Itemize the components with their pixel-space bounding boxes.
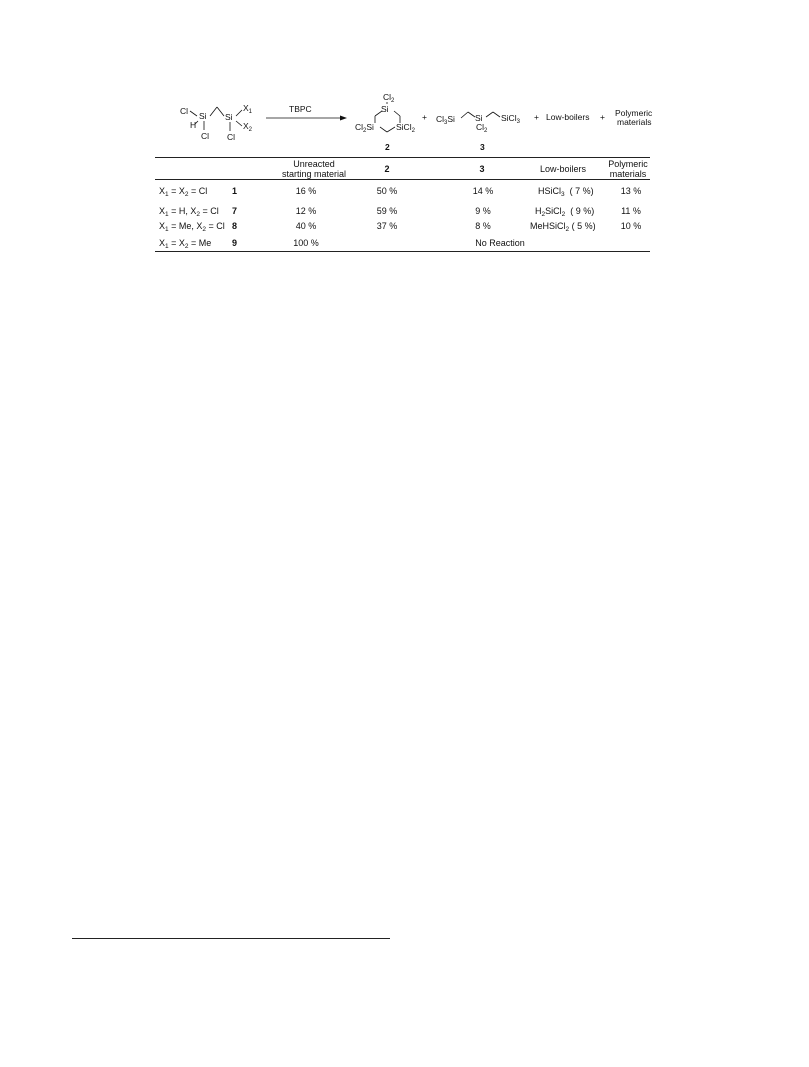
plus-sign: +	[422, 112, 427, 122]
footnote-rule	[72, 938, 390, 939]
row-2-product-2: 59 %	[376, 206, 398, 216]
header-unreacted-line-2: starting material	[281, 169, 347, 179]
reactant-structure	[180, 103, 253, 142]
row-2-substituents: $X_1 = H$, $X_2 = Cl$	[159, 206, 219, 218]
row-4-no-reaction: No Reaction	[475, 238, 525, 248]
arrow-label: TBPC	[289, 104, 312, 114]
row-4-compound: 9	[232, 238, 238, 248]
svg-text:Cl3Si: $Cl_3Si$	[436, 114, 455, 126]
svg-text:Si: Si	[199, 111, 207, 121]
svg-text:Cl: Cl	[201, 131, 210, 141]
header-polymeric-line-1: Polymeric	[608, 159, 648, 169]
header-polymeric-line-2: materials	[609, 169, 647, 179]
header-product-2: 2	[384, 164, 390, 174]
product-3-label: 3	[480, 142, 485, 152]
table-bottom-rule	[155, 251, 650, 252]
svg-text:SiCl3: SiCl$_3$	[501, 113, 520, 125]
svg-text:Cl: Cl	[180, 106, 189, 116]
row-2-product-3: 9 %	[475, 206, 491, 216]
row-1-unreacted: 16 %	[295, 186, 317, 196]
product-2-label: 2	[385, 142, 390, 152]
plus-sign: +	[534, 112, 539, 122]
svg-text:Si: Si	[381, 104, 389, 114]
row-3-product-2: 37 %	[376, 221, 398, 231]
svg-text:H: H	[190, 120, 197, 130]
row-3-product-3: 8 %	[475, 221, 491, 231]
polymeric-line-2: materials	[617, 117, 652, 127]
svg-text:SiCl2: SiCl$_2$	[396, 122, 415, 134]
svg-text:Cl2: $Cl_2$	[383, 92, 395, 104]
row-1-product-3: 14 %	[472, 186, 494, 196]
svg-text:Si: Si	[225, 112, 233, 122]
row-3-polymeric: 10 %	[620, 221, 642, 231]
row-2-low-boilers: $H_2SiCl_2$ ( 9 %)	[535, 206, 595, 218]
row-4-substituents: $X_1 = X_2 = Me$	[159, 238, 212, 250]
polymeric-line-1: Polymeric	[615, 108, 653, 118]
header-unreacted-line-1: Unreacted	[293, 159, 335, 169]
svg-text:Cl: Cl	[227, 132, 236, 142]
svg-text:Cl2Si: $Cl_2Si$	[355, 122, 374, 134]
reaction-scheme	[0, 0, 809, 160]
row-1-compound: 1	[232, 186, 238, 196]
row-1-substituents: $X_1 = X_2 = Cl$	[159, 186, 208, 198]
row-1-polymeric: 13 %	[620, 186, 642, 196]
row-1-low-boilers: HSiCl$_3$ ( 7 %)	[538, 186, 594, 198]
row-4-unreacted: 100 %	[293, 238, 319, 248]
svg-text:X1: $X_1$	[243, 103, 253, 115]
plus-sign: +	[600, 112, 605, 122]
row-3-low-boilers: MeHSiCl$_2$ ( 5 %)	[530, 221, 596, 233]
svg-text:X2: $X_2$	[243, 121, 253, 133]
svg-text:Cl2: $Cl_2$	[476, 122, 488, 134]
row-2-unreacted: 12 %	[295, 206, 317, 216]
header-low-boilers: Low-boilers	[539, 164, 587, 174]
svg-text:Si: Si	[475, 113, 483, 123]
product-3-structure	[436, 112, 521, 152]
row-3-unreacted: 40 %	[295, 221, 317, 231]
row-3-substituents: $X_1 = Me$, $X_2 = Cl$	[159, 221, 225, 233]
product-2-structure	[355, 92, 416, 152]
reaction-arrow	[266, 104, 347, 121]
table-top-rule	[155, 157, 650, 158]
header-unreacted	[282, 159, 346, 179]
table-header-rule	[155, 179, 650, 180]
row-2-polymeric: 11 %	[621, 206, 641, 216]
header-product-3: 3	[479, 164, 485, 174]
row-3-compound: 8	[232, 221, 238, 231]
row-1-product-2: 50 %	[376, 186, 398, 196]
header-polymeric	[608, 159, 648, 179]
low-boilers-label: Low-boilers	[546, 112, 590, 122]
row-2-compound: 7	[232, 206, 238, 216]
polymeric-materials-label	[615, 108, 655, 127]
